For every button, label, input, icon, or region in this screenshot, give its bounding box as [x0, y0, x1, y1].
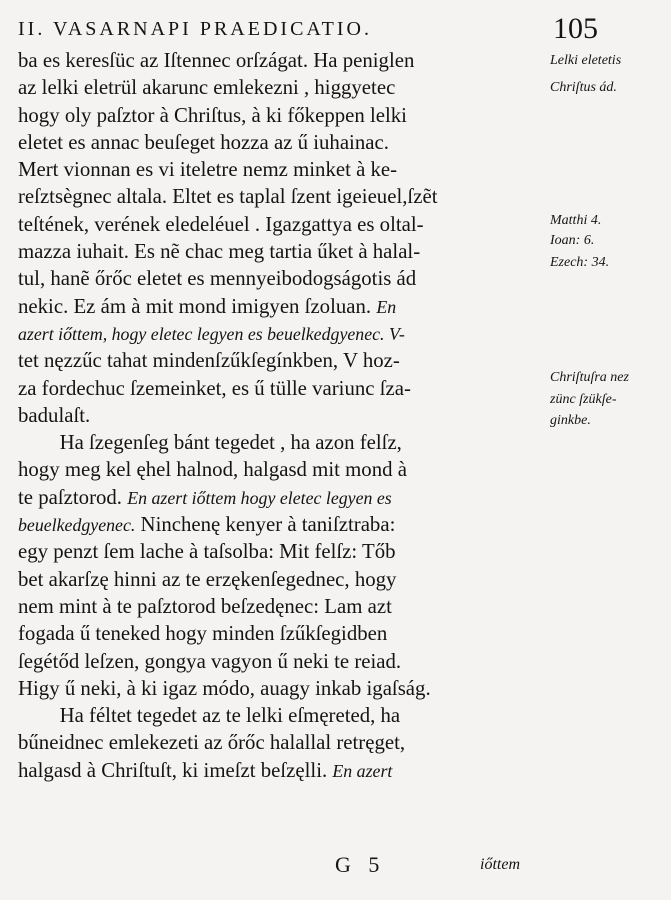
text-line	[18, 484, 553, 511]
text-line	[18, 456, 553, 483]
text-line	[18, 593, 553, 620]
text-line	[18, 429, 553, 456]
margin-note: Lelki eletetis	[550, 53, 622, 68]
line-text: nem mint à te paſztorod beſzedęnec: Lam azt	[18, 593, 392, 618]
line-text: badulaſt.	[18, 402, 91, 427]
line-italic: beuelkedgyenec.	[18, 515, 136, 536]
text-line	[18, 47, 553, 74]
text-line	[18, 402, 553, 429]
text-line	[18, 675, 553, 702]
text-line	[18, 74, 553, 101]
line-text: hogy meg kel ęhel halnod, halgasd mit mond à	[18, 457, 407, 482]
line-text: tul, hanẽ őrőc eletet es mennyeibodogságotis ád	[18, 266, 417, 291]
text-line	[18, 265, 553, 292]
signature-mark: G 5	[335, 852, 386, 877]
margin-note: ginkbe.	[550, 413, 591, 429]
text-line	[18, 183, 553, 210]
margin-note: zünc ſzükſe-	[550, 391, 617, 407]
line-italic: En azert iőttem hogy eletec legyen es	[127, 487, 392, 508]
line-text: mazza iuhait. Es nẽ chac meg tartia űket à halal-	[18, 239, 421, 264]
line-text: Higy ű neki, à ki igaz módo, auagy inkab igaſság.	[18, 675, 431, 700]
text-line	[18, 538, 553, 565]
text-line	[18, 566, 553, 593]
line-text: bűneidnec emlekezeti az őrőc halallal retręget,	[18, 730, 406, 755]
text-line	[18, 211, 553, 238]
line-text: ſegétőd leſzen, gongya vagyon ű neki te reiad.	[18, 648, 402, 673]
text-line	[18, 511, 553, 538]
line-text: egy penzt ſem lache à taſsolba: Mit felſz: Tőb	[18, 539, 396, 564]
line-text: Ha féltet tegedet az te lelki eſmęreted, ha	[59, 703, 401, 728]
text-line	[18, 238, 553, 265]
line-text: Ha ſzegenſeg bánt tegedet , ha azon felſz,	[59, 430, 402, 455]
page-footer	[0, 852, 671, 892]
text-line	[18, 293, 553, 320]
text-line	[18, 320, 553, 347]
text-line	[18, 375, 553, 402]
text-line	[18, 729, 553, 756]
line-text: reſztsègnec altala. Eltet es taplal ſzent igeieuel,ſzẽt	[18, 184, 438, 209]
margin-note: Ezech: 34.	[550, 255, 610, 271]
line-text: ba es keresſüc az Iſtennec orſzágat. Ha peniglen	[18, 48, 415, 72]
line-italic: En azert	[332, 760, 393, 781]
line-text: teſtének, verének eledeléuel . Igazgattya es oltal-	[18, 211, 424, 236]
line-text: eletet es annac beuſeget hozza az ű iuhainac.	[18, 129, 389, 154]
line-italic: azert iőttem, hogy eletec legyen es beuelkedgyenec. V-	[18, 323, 405, 344]
margin-note: Matthi 4.	[550, 212, 602, 228]
line-text: bet akarſzę hinni az te erzękenſegednec, hogy	[18, 566, 397, 591]
running-head: II. VASARNAPI PRAEDICATIO.	[18, 18, 372, 40]
catchword: iőttem	[480, 856, 520, 873]
page-number: 105	[553, 12, 598, 45]
text-line	[18, 102, 553, 129]
text-line	[18, 757, 553, 784]
margin-note: Chriſtuſra nez	[550, 369, 629, 385]
margin-note: Chriſtus ád.	[550, 80, 617, 96]
line-text: fogada ű teneked hogy minden ſzűkſegidben	[18, 621, 388, 646]
sermon-text	[18, 47, 558, 784]
line-text: te paſztorod.	[18, 484, 123, 509]
text-line	[18, 156, 553, 183]
line-text: nekic. Ez ám à mit mond imigyen ſzoluan.	[18, 293, 372, 318]
line-text: za fordechuc ſzemeinket, es ű tülle variunc ſza-	[18, 375, 411, 400]
line-text: Ninchenę kenyer à taniſztraba:	[135, 512, 396, 537]
line-text: tet nęzzűc tahat mindenſzűkſegínkben, V hoz-	[18, 348, 400, 373]
line-text: hogy oly paſztor à Chriſtus, à ki főkeppen lelki	[18, 102, 407, 127]
text-line	[18, 648, 553, 675]
margin-note: Ioan: 6.	[550, 233, 595, 249]
text-line	[18, 129, 553, 156]
text-line	[18, 702, 553, 729]
page-header	[18, 12, 618, 46]
line-text: az lelki eletrül akarunc emlekezni , higgyetec	[18, 75, 396, 100]
line-text: Mert vionnan es vi iteletre nemz minket à ke-	[18, 157, 398, 182]
line-text: halgasd à Chriſtuſt, ki imeſzt beſzęlli.	[18, 757, 328, 782]
text-line	[18, 620, 553, 647]
line-italic: En	[376, 296, 397, 317]
text-line	[18, 347, 553, 374]
